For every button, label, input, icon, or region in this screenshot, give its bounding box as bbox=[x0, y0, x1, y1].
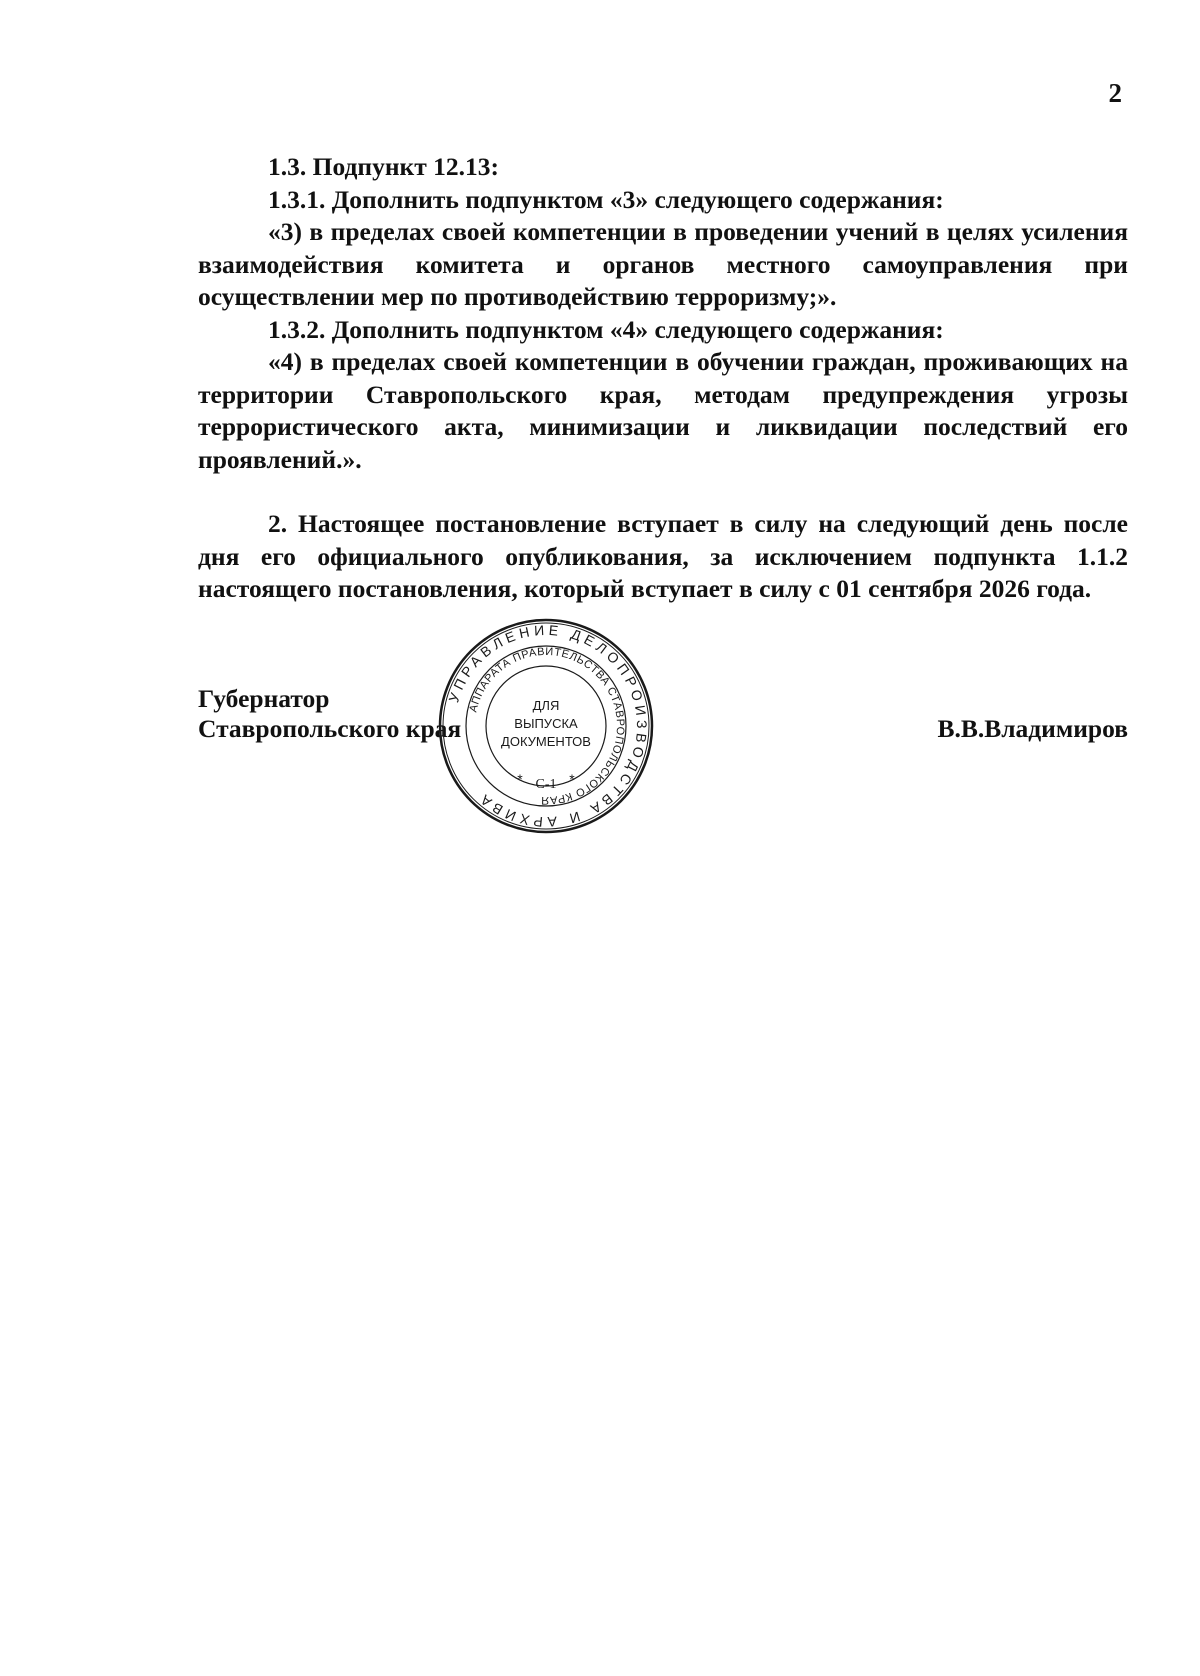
stamp-bottom-code: С-1 bbox=[535, 777, 557, 792]
signatory-name: В.В.Владимиров bbox=[937, 714, 1128, 743]
paragraph-1-3-2: 1.3.2. Дополнить подпунктом «4» следующего содержания: bbox=[268, 314, 944, 344]
paragraph-1-3-1: 1.3.1. Дополнить подпунктом «3» следующего содержания: bbox=[268, 184, 944, 214]
stamp-inner-ring-text: АППАРАТА ПРАВИТЕЛЬСТВА СТАВРОПОЛЬСКОГО КРАЯ bbox=[467, 645, 627, 807]
document-body bbox=[198, 151, 1128, 606]
stamp-center-line-2: ВЫПУСКА bbox=[514, 716, 578, 731]
signatory-position-line-2: Ставропольского края bbox=[198, 714, 462, 743]
paragraph-item-3: «3) в пределах своей компетенции в проведении учений в целях усиления взаимодействия комитета и органов местного самоуправления при осуществлении мер по противодействию терроризму;». bbox=[198, 217, 1128, 311]
stamp-outer-ring-text: УПРАВЛЕНИЕ ДЕЛОПРОИЗВОДСТВА И АРХИВА bbox=[445, 621, 651, 831]
paragraph-gap bbox=[198, 476, 1128, 508]
paragraph-1-3: 1.3. Подпункт 12.13: bbox=[268, 152, 499, 181]
paragraph-2: 2. Настоящее постановление вступает в силу на следующий день после дня его официального опубликования, за исключением подпункта 1.1.2 настоящего постановления, который вступает в силу с 01 сентября 2026 года. bbox=[198, 509, 1128, 603]
signatory-position bbox=[198, 684, 461, 744]
stamp-separator-left: * bbox=[517, 771, 523, 787]
stamp-center-line-1: ДЛЯ bbox=[532, 698, 560, 713]
official-stamp bbox=[436, 616, 656, 836]
page-number: 2 bbox=[1108, 78, 1122, 108]
paragraph-item-4: «4) в пределах своей компетенции в обучении граждан, проживающих на территории Ставропольского края, методам предупреждения угрозы террористического акта, минимизации и ликвидации последствий его проявлений.». bbox=[198, 347, 1128, 474]
stamp-separator-right: * bbox=[569, 771, 575, 787]
stamp-center-line-3: ДОКУМЕНТОВ bbox=[501, 734, 591, 749]
signatory-position-line-1: Губернатор bbox=[198, 684, 330, 713]
